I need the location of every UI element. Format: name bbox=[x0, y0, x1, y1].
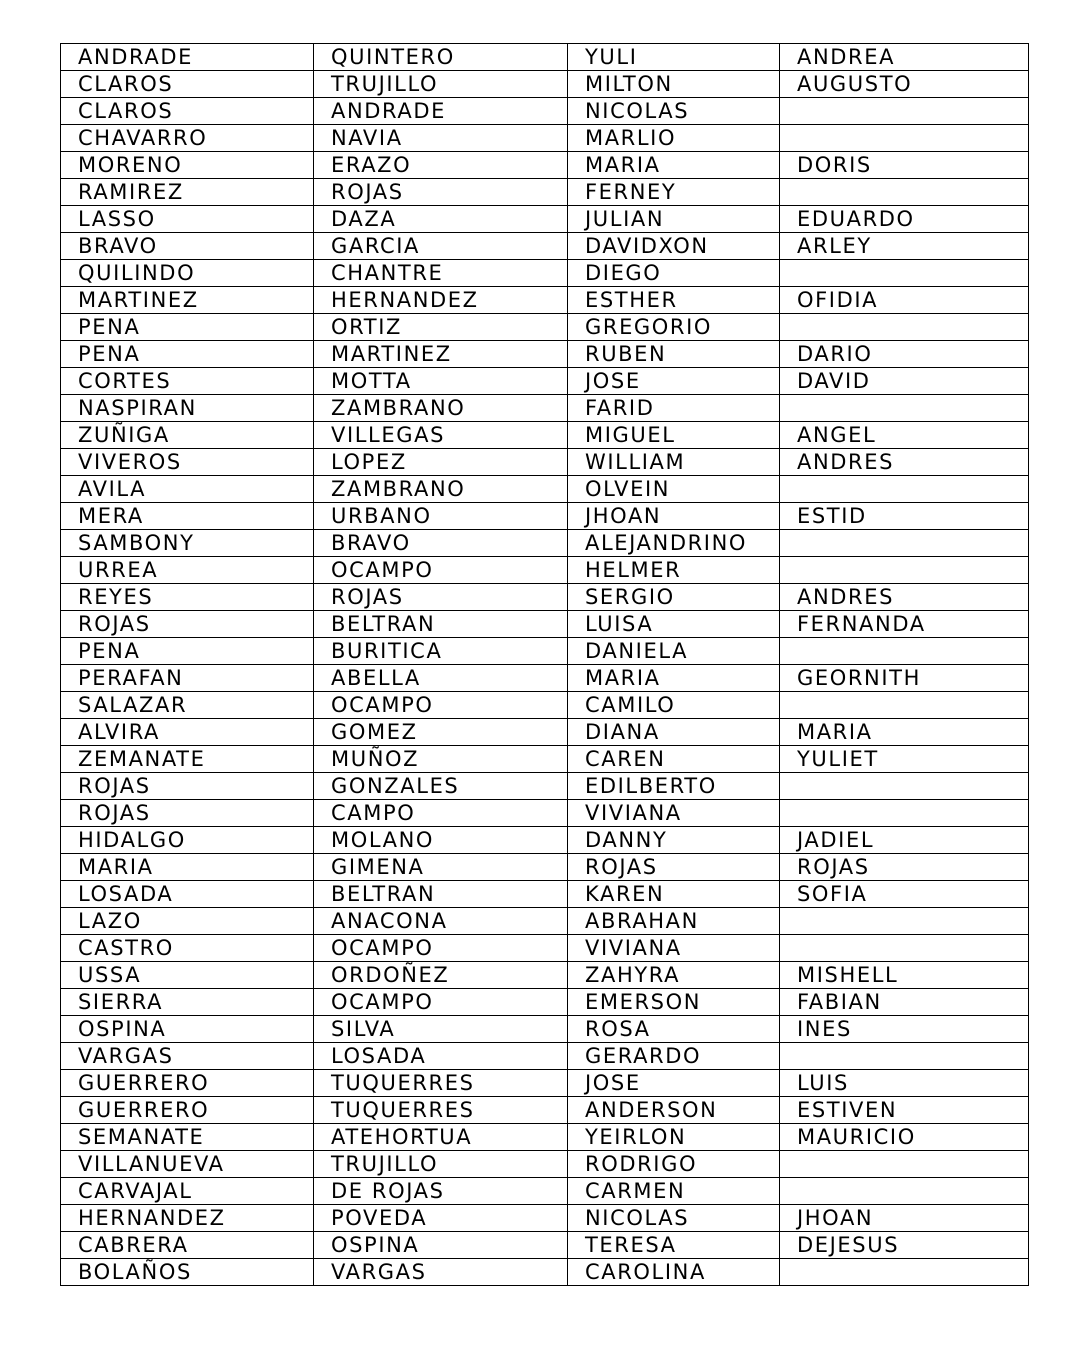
second-surname-cell: ERAZO bbox=[314, 152, 568, 179]
first-name-cell: GERARDO bbox=[568, 1043, 780, 1070]
first-name-cell: ANDERSON bbox=[568, 1097, 780, 1124]
table-row bbox=[61, 179, 1029, 206]
first-surname-cell: AVILA bbox=[61, 476, 314, 503]
first-surname-cell: CLAROS bbox=[61, 71, 314, 98]
first-surname-cell: ALVIRA bbox=[61, 719, 314, 746]
table-row bbox=[61, 1151, 1029, 1178]
first-surname-cell: CASTRO bbox=[61, 935, 314, 962]
first-name-cell: CAROLINA bbox=[568, 1259, 780, 1286]
first-surname-cell: VILLANUEVA bbox=[61, 1151, 314, 1178]
second-name-cell bbox=[780, 98, 1029, 125]
table-row bbox=[61, 1232, 1029, 1259]
table-row bbox=[61, 503, 1029, 530]
second-name-cell bbox=[780, 530, 1029, 557]
table-row bbox=[61, 827, 1029, 854]
first-surname-cell: VARGAS bbox=[61, 1043, 314, 1070]
table-row bbox=[61, 152, 1029, 179]
second-surname-cell: DAZA bbox=[314, 206, 568, 233]
first-name-cell: MARIA bbox=[568, 665, 780, 692]
first-surname-cell: BOLAÑOS bbox=[61, 1259, 314, 1286]
second-name-cell bbox=[780, 638, 1029, 665]
second-name-cell: GEORNITH bbox=[780, 665, 1029, 692]
table-row bbox=[61, 773, 1029, 800]
second-surname-cell: TUQUERRES bbox=[314, 1070, 568, 1097]
first-surname-cell: MARIA bbox=[61, 854, 314, 881]
second-name-cell: EDUARDO bbox=[780, 206, 1029, 233]
first-name-cell: JOSE bbox=[568, 1070, 780, 1097]
second-surname-cell: BELTRAN bbox=[314, 611, 568, 638]
first-name-cell: EMERSON bbox=[568, 989, 780, 1016]
second-name-cell bbox=[780, 1178, 1029, 1205]
second-name-cell: MAURICIO bbox=[780, 1124, 1029, 1151]
second-name-cell: JADIEL bbox=[780, 827, 1029, 854]
first-surname-cell: ROJAS bbox=[61, 800, 314, 827]
second-surname-cell: OCAMPO bbox=[314, 935, 568, 962]
second-surname-cell: ROJAS bbox=[314, 584, 568, 611]
first-surname-cell: ROJAS bbox=[61, 611, 314, 638]
second-name-cell: ESTIVEN bbox=[780, 1097, 1029, 1124]
second-name-cell bbox=[780, 1151, 1029, 1178]
table-row bbox=[61, 719, 1029, 746]
second-name-cell bbox=[780, 773, 1029, 800]
first-name-cell: ZAHYRA bbox=[568, 962, 780, 989]
second-surname-cell: ZAMBRANO bbox=[314, 395, 568, 422]
first-surname-cell: SIERRA bbox=[61, 989, 314, 1016]
first-name-cell: EDILBERTO bbox=[568, 773, 780, 800]
first-name-cell: CAREN bbox=[568, 746, 780, 773]
first-name-cell: OLVEIN bbox=[568, 476, 780, 503]
first-name-cell: HELMER bbox=[568, 557, 780, 584]
first-name-cell: VIVIANA bbox=[568, 800, 780, 827]
first-name-cell: DIANA bbox=[568, 719, 780, 746]
first-surname-cell: PENA bbox=[61, 638, 314, 665]
first-surname-cell: ZEMANATE bbox=[61, 746, 314, 773]
second-name-cell: DORIS bbox=[780, 152, 1029, 179]
first-name-cell: WILLIAM bbox=[568, 449, 780, 476]
first-name-cell: VIVIANA bbox=[568, 935, 780, 962]
second-surname-cell: BRAVO bbox=[314, 530, 568, 557]
second-name-cell: INES bbox=[780, 1016, 1029, 1043]
first-name-cell: LUISA bbox=[568, 611, 780, 638]
second-surname-cell: HERNANDEZ bbox=[314, 287, 568, 314]
second-surname-cell: ORDOÑEZ bbox=[314, 962, 568, 989]
first-name-cell: ALEJANDRINO bbox=[568, 530, 780, 557]
second-name-cell: ANGEL bbox=[780, 422, 1029, 449]
first-surname-cell: LOSADA bbox=[61, 881, 314, 908]
first-surname-cell: CABRERA bbox=[61, 1232, 314, 1259]
table-row bbox=[61, 989, 1029, 1016]
table-row bbox=[61, 746, 1029, 773]
table-row bbox=[61, 98, 1029, 125]
second-surname-cell: ATEHORTUA bbox=[314, 1124, 568, 1151]
first-surname-cell: SALAZAR bbox=[61, 692, 314, 719]
second-name-cell bbox=[780, 314, 1029, 341]
second-name-cell bbox=[780, 1259, 1029, 1286]
names-table bbox=[60, 43, 1029, 1286]
table-row bbox=[61, 422, 1029, 449]
first-name-cell: NICOLAS bbox=[568, 98, 780, 125]
table-row bbox=[61, 908, 1029, 935]
second-surname-cell: BURITICA bbox=[314, 638, 568, 665]
first-name-cell: FERNEY bbox=[568, 179, 780, 206]
table-row bbox=[61, 854, 1029, 881]
second-name-cell: ANDRES bbox=[780, 449, 1029, 476]
first-name-cell: RODRIGO bbox=[568, 1151, 780, 1178]
first-name-cell: SERGIO bbox=[568, 584, 780, 611]
second-surname-cell: POVEDA bbox=[314, 1205, 568, 1232]
second-name-cell: MARIA bbox=[780, 719, 1029, 746]
table-row bbox=[61, 476, 1029, 503]
second-surname-cell: MOLANO bbox=[314, 827, 568, 854]
first-surname-cell: USSA bbox=[61, 962, 314, 989]
table-row bbox=[61, 233, 1029, 260]
second-surname-cell: BELTRAN bbox=[314, 881, 568, 908]
first-surname-cell: ROJAS bbox=[61, 773, 314, 800]
table-row bbox=[61, 1205, 1029, 1232]
first-name-cell: RUBEN bbox=[568, 341, 780, 368]
table-row bbox=[61, 611, 1029, 638]
second-name-cell: OFIDIA bbox=[780, 287, 1029, 314]
first-name-cell: ESTHER bbox=[568, 287, 780, 314]
second-surname-cell: ZAMBRANO bbox=[314, 476, 568, 503]
first-surname-cell: MERA bbox=[61, 503, 314, 530]
second-surname-cell: ANACONA bbox=[314, 908, 568, 935]
second-surname-cell: GONZALES bbox=[314, 773, 568, 800]
second-name-cell: JHOAN bbox=[780, 1205, 1029, 1232]
table-row bbox=[61, 665, 1029, 692]
first-name-cell: DANNY bbox=[568, 827, 780, 854]
first-name-cell: ABRAHAN bbox=[568, 908, 780, 935]
first-name-cell: DANIELA bbox=[568, 638, 780, 665]
second-surname-cell: OCAMPO bbox=[314, 692, 568, 719]
second-surname-cell: GIMENA bbox=[314, 854, 568, 881]
first-surname-cell: PENA bbox=[61, 314, 314, 341]
second-name-cell: ANDRES bbox=[780, 584, 1029, 611]
first-surname-cell: CARVAJAL bbox=[61, 1178, 314, 1205]
second-name-cell: MISHELL bbox=[780, 962, 1029, 989]
first-name-cell: CARMEN bbox=[568, 1178, 780, 1205]
second-surname-cell: ORTIZ bbox=[314, 314, 568, 341]
second-name-cell: YULIET bbox=[780, 746, 1029, 773]
first-surname-cell: PENA bbox=[61, 341, 314, 368]
first-surname-cell: MORENO bbox=[61, 152, 314, 179]
second-surname-cell: VILLEGAS bbox=[314, 422, 568, 449]
first-surname-cell: MARTINEZ bbox=[61, 287, 314, 314]
second-name-cell bbox=[780, 935, 1029, 962]
first-surname-cell: URREA bbox=[61, 557, 314, 584]
table-row bbox=[61, 800, 1029, 827]
table-row bbox=[61, 1016, 1029, 1043]
table-row bbox=[61, 962, 1029, 989]
second-surname-cell: QUINTERO bbox=[314, 44, 568, 71]
first-surname-cell: LASSO bbox=[61, 206, 314, 233]
second-surname-cell: SILVA bbox=[314, 1016, 568, 1043]
second-surname-cell: TUQUERRES bbox=[314, 1097, 568, 1124]
second-name-cell: DEJESUS bbox=[780, 1232, 1029, 1259]
first-surname-cell: SEMANATE bbox=[61, 1124, 314, 1151]
table-row bbox=[61, 1124, 1029, 1151]
table-row bbox=[61, 125, 1029, 152]
second-surname-cell: URBANO bbox=[314, 503, 568, 530]
table-row bbox=[61, 881, 1029, 908]
table-row bbox=[61, 1097, 1029, 1124]
second-name-cell: FABIAN bbox=[780, 989, 1029, 1016]
second-surname-cell: CAMPO bbox=[314, 800, 568, 827]
first-surname-cell: CORTES bbox=[61, 368, 314, 395]
table-row bbox=[61, 449, 1029, 476]
first-surname-cell: HIDALGO bbox=[61, 827, 314, 854]
names-table-body bbox=[61, 44, 1029, 1286]
first-surname-cell: ANDRADE bbox=[61, 44, 314, 71]
table-row bbox=[61, 638, 1029, 665]
first-surname-cell: NASPIRAN bbox=[61, 395, 314, 422]
first-name-cell: ROJAS bbox=[568, 854, 780, 881]
first-name-cell: NICOLAS bbox=[568, 1205, 780, 1232]
first-surname-cell: VIVEROS bbox=[61, 449, 314, 476]
second-name-cell bbox=[780, 1043, 1029, 1070]
first-name-cell: JHOAN bbox=[568, 503, 780, 530]
table-row bbox=[61, 314, 1029, 341]
second-surname-cell: VARGAS bbox=[314, 1259, 568, 1286]
second-surname-cell: GOMEZ bbox=[314, 719, 568, 746]
first-name-cell: FARID bbox=[568, 395, 780, 422]
second-name-cell: DARIO bbox=[780, 341, 1029, 368]
second-surname-cell: TRUJILLO bbox=[314, 71, 568, 98]
first-name-cell: MARIA bbox=[568, 152, 780, 179]
second-name-cell: AUGUSTO bbox=[780, 71, 1029, 98]
first-surname-cell: REYES bbox=[61, 584, 314, 611]
first-name-cell: ROSA bbox=[568, 1016, 780, 1043]
table-row bbox=[61, 260, 1029, 287]
first-name-cell: MIGUEL bbox=[568, 422, 780, 449]
table-row bbox=[61, 368, 1029, 395]
table-row bbox=[61, 692, 1029, 719]
table-row bbox=[61, 71, 1029, 98]
second-name-cell bbox=[780, 260, 1029, 287]
second-surname-cell: MUÑOZ bbox=[314, 746, 568, 773]
first-name-cell: GREGORIO bbox=[568, 314, 780, 341]
second-name-cell bbox=[780, 395, 1029, 422]
second-surname-cell: NAVIA bbox=[314, 125, 568, 152]
second-surname-cell: GARCIA bbox=[314, 233, 568, 260]
second-name-cell bbox=[780, 692, 1029, 719]
table-row bbox=[61, 287, 1029, 314]
second-name-cell: FERNANDA bbox=[780, 611, 1029, 638]
second-name-cell: ROJAS bbox=[780, 854, 1029, 881]
first-surname-cell: CHAVARRO bbox=[61, 125, 314, 152]
first-name-cell: KAREN bbox=[568, 881, 780, 908]
first-surname-cell: CLAROS bbox=[61, 98, 314, 125]
table-row bbox=[61, 44, 1029, 71]
first-name-cell: YEIRLON bbox=[568, 1124, 780, 1151]
first-name-cell: CAMILO bbox=[568, 692, 780, 719]
second-surname-cell: MOTTA bbox=[314, 368, 568, 395]
second-surname-cell: CHANTRE bbox=[314, 260, 568, 287]
second-surname-cell: TRUJILLO bbox=[314, 1151, 568, 1178]
first-name-cell: MARLIO bbox=[568, 125, 780, 152]
first-name-cell: YULI bbox=[568, 44, 780, 71]
first-surname-cell: ZUÑIGA bbox=[61, 422, 314, 449]
first-name-cell: JOSE bbox=[568, 368, 780, 395]
second-surname-cell: ABELLA bbox=[314, 665, 568, 692]
second-surname-cell: ROJAS bbox=[314, 179, 568, 206]
table-row bbox=[61, 395, 1029, 422]
table-row bbox=[61, 341, 1029, 368]
first-name-cell: DAVIDXON bbox=[568, 233, 780, 260]
table-row bbox=[61, 584, 1029, 611]
first-name-cell: MILTON bbox=[568, 71, 780, 98]
table-row bbox=[61, 935, 1029, 962]
first-surname-cell: BRAVO bbox=[61, 233, 314, 260]
second-name-cell: ESTID bbox=[780, 503, 1029, 530]
second-surname-cell: ANDRADE bbox=[314, 98, 568, 125]
table-row bbox=[61, 530, 1029, 557]
first-surname-cell: SAMBONY bbox=[61, 530, 314, 557]
second-name-cell bbox=[780, 125, 1029, 152]
first-surname-cell: GUERRERO bbox=[61, 1070, 314, 1097]
first-surname-cell: GUERRERO bbox=[61, 1097, 314, 1124]
second-surname-cell: LOPEZ bbox=[314, 449, 568, 476]
second-name-cell: ANDREA bbox=[780, 44, 1029, 71]
second-name-cell bbox=[780, 557, 1029, 584]
table-row bbox=[61, 1259, 1029, 1286]
first-name-cell: JULIAN bbox=[568, 206, 780, 233]
second-surname-cell: OCAMPO bbox=[314, 557, 568, 584]
table-row bbox=[61, 1043, 1029, 1070]
second-surname-cell: LOSADA bbox=[314, 1043, 568, 1070]
first-surname-cell: PERAFAN bbox=[61, 665, 314, 692]
second-name-cell bbox=[780, 476, 1029, 503]
table-row bbox=[61, 206, 1029, 233]
first-name-cell: TERESA bbox=[568, 1232, 780, 1259]
second-name-cell: DAVID bbox=[780, 368, 1029, 395]
first-surname-cell: RAMIREZ bbox=[61, 179, 314, 206]
second-surname-cell: OCAMPO bbox=[314, 989, 568, 1016]
second-surname-cell: OSPINA bbox=[314, 1232, 568, 1259]
first-surname-cell: HERNANDEZ bbox=[61, 1205, 314, 1232]
second-name-cell: ARLEY bbox=[780, 233, 1029, 260]
first-surname-cell: OSPINA bbox=[61, 1016, 314, 1043]
names-sheet bbox=[60, 43, 1028, 1286]
table-row bbox=[61, 557, 1029, 584]
second-name-cell bbox=[780, 800, 1029, 827]
table-row bbox=[61, 1178, 1029, 1205]
first-surname-cell: LAZO bbox=[61, 908, 314, 935]
second-name-cell bbox=[780, 908, 1029, 935]
first-name-cell: DIEGO bbox=[568, 260, 780, 287]
second-name-cell: LUIS bbox=[780, 1070, 1029, 1097]
second-surname-cell: DE ROJAS bbox=[314, 1178, 568, 1205]
second-name-cell: SOFIA bbox=[780, 881, 1029, 908]
second-surname-cell: MARTINEZ bbox=[314, 341, 568, 368]
second-name-cell bbox=[780, 179, 1029, 206]
first-surname-cell: QUILINDO bbox=[61, 260, 314, 287]
table-row bbox=[61, 1070, 1029, 1097]
